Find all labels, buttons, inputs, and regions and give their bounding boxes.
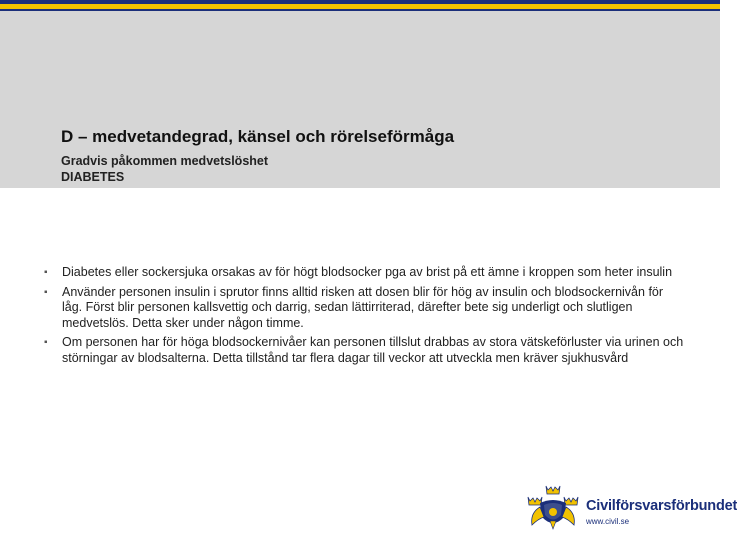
- bullet-item: [44, 285, 684, 332]
- crown-emblem-icon: [524, 483, 582, 533]
- bullet-marker: ▪: [44, 267, 48, 278]
- bullet-text: Använder personen insulin i sprutor finns alltid risken att dosen blir för hög av insulin och blodsockernivån för låg. Först blir personen kallsvettig och darrig, sedan lättirriterad, därefter bete sig underligt och slutligen medvetslös. Detta sker under någon timme.: [62, 284, 664, 330]
- bullet-text: Diabetes eller sockersjuka orsakas av för högt blodsocker pga av brist på ett ämne i kroppen som heter insulin: [62, 265, 673, 279]
- bullet-list: [44, 265, 684, 370]
- bullet-marker: ▪: [44, 286, 48, 298]
- bullet-marker: ▪: [44, 337, 48, 348]
- slide-subtitle: [61, 153, 268, 185]
- bullet-text: Om personen har för höga blodsockernivåer kan personen tillslut drabbas av stora vätskeförluster via urinen och störningar av blodsalterna. Detta tillstånd tar flera dagar till veckor att utveckla men kräver sjukhusvård: [62, 335, 684, 365]
- organization-logo: [524, 483, 737, 533]
- bullet-item: [44, 265, 684, 281]
- subtitle-line: DIABETES: [61, 170, 125, 184]
- logo-name: Civilförsvarsförbundet: [586, 498, 737, 514]
- subtitle-line: Gradvis påkommen medvetslöshet: [61, 154, 269, 168]
- logo-url: www.civil.se: [586, 517, 630, 526]
- slide-title: D – medvetandegrad, känsel och rörelseförmåga: [61, 127, 455, 146]
- bullet-item: [44, 335, 684, 366]
